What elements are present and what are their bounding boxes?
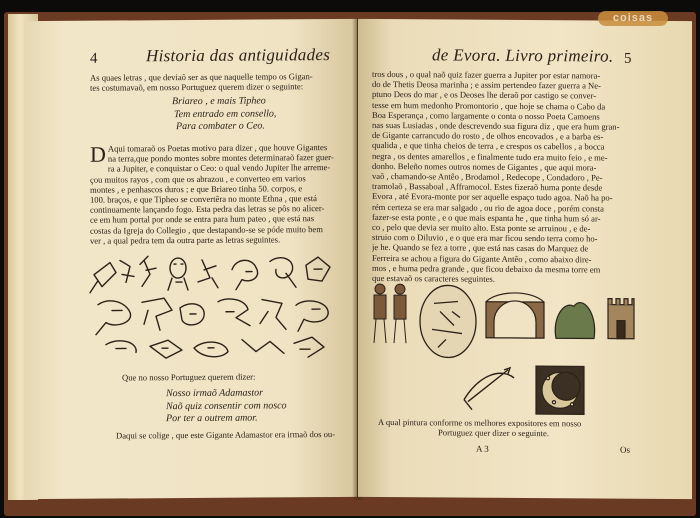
watermark-logo: coisas	[598, 11, 668, 26]
right-page	[358, 19, 692, 499]
sun-moon-drawing	[536, 366, 584, 414]
bow-arrow-drawing	[464, 368, 514, 410]
body-text: D Aqui tomaraõ os Poetas motivo para dizer , que houve Gigantes na terra,que pondo montes sobre montes determinaraõ fazer guer- ra a Jupiter, e conquistar o Ceo: o qual vendo Jupiter lhe arreme- çou muitos rayos , com que os abrazou , e converteo em varios montes , e penhascos duros ; e que Briareo tinha 50. corpos, e 100. braços, e que Tipheo se convertêra no monte Ethna , que está continuamente lançando fogo. Esta pedra das letras se pôs no alicer- ce em hum portal por onde se entra para hum pateo , que está nas costas da Igreja do Collegio , que destapando-se se póde muito bem ver , a qual pedra tem da outra parte as letras seguintes.	[90, 141, 334, 246]
tower-drawing	[608, 299, 634, 339]
catchword: Os	[620, 444, 631, 455]
drop-cap: D	[90, 141, 106, 167]
body-text: tros dous , o qual naõ quiz fazer guerra a Jupiter por estar namora- do de Thetis Deosa marinha ; e assim pertendeo fazer guerra a Ne- ptuno Deos do mar , e os Deoses lhe deraõ por castigo se conver- tesse em hum medonho Promontorio , que hoje se chama o Cabo da Boa Esperança , como largamente o conta o nosso Poeta Camoens nas suas Lusiadas , onde descrevendo sua figura diz , que era hum gran- de Gigante carrancudo do rosto , de olhos encovados , e a barba es- qualida , e que tinha cheios de terra , e crespos os cabellos , a bocca negra , os dentes amarellos , e finalmente tudo era muito feio , e me- donho. Beleño nomes outros nomes de Gigantes , que aqui mora- vaõ , chamando-se Antêo , Brodamol , Redecope , Condadoro , Pe- tramolaõ , Bassaboal , Afframocol. Estes fizeraõ huma ponte desde Evora , até Evora-monte por ser aquelle espaço tudo agoa. Naõ ha po- rém certeza se era mar salgado , ou rio de agoa doce , porém consta fazer-se esta ponte , e o que mais espanta he , que tinha hum só ar- co , pelo que devia ser muito alto. Esta ponte se arruinou , e de- struio com o Diluvio , e o que era mar ficou sendo terra como ho- je he. Quando se fez a torre , que está nas casas do Marquez de Ferreira se achou a figura do Gigante Antêo , como abaixo dire- mos , e huma pedra grande , que ficou debaixo da mesma torre em que estavaõ os caracteres seguintes.	[372, 68, 620, 284]
signature-mark: A 3	[476, 443, 489, 454]
hill-drawing	[555, 302, 594, 338]
page-number: 5	[624, 50, 632, 67]
giant-glyphs-illustration	[86, 251, 348, 365]
bridge-drawing	[486, 293, 544, 338]
verse-one: Briareo , e mais Tipheo Tem entrado em consello, Para combater o Ceo.	[172, 95, 277, 133]
running-title: de Evora. Livro primeiro.	[432, 45, 614, 66]
page-number: 4	[90, 50, 98, 67]
closing-line: Daqui se colige , que este Gigante Adamastor era irmaõ dos ou-	[116, 428, 336, 441]
verse-two: Nosso irmaõ Adamastor Naõ quiz consentir com nosco Por ter a outrem amor.	[166, 387, 287, 425]
running-title: Historia das antiguidades	[146, 45, 331, 66]
figure-caption: A qual pintura conforme os melhores expositores em nosso Portuguez quer dizer o seguinte.	[378, 416, 582, 439]
oval-stone-drawing	[420, 285, 476, 357]
twin-figures-drawing	[374, 284, 406, 343]
intro-text: As quaes letras , que deviaõ ser as que naquelle tempo os Gigan- tes costumavaõ, em nosso Portuguez querem dizer o seguinte:	[90, 71, 313, 93]
left-page	[24, 19, 357, 499]
stone-characters-illustration	[368, 281, 640, 423]
figure-caption: Que no nosso Portuguez querem dizer:	[122, 371, 256, 383]
